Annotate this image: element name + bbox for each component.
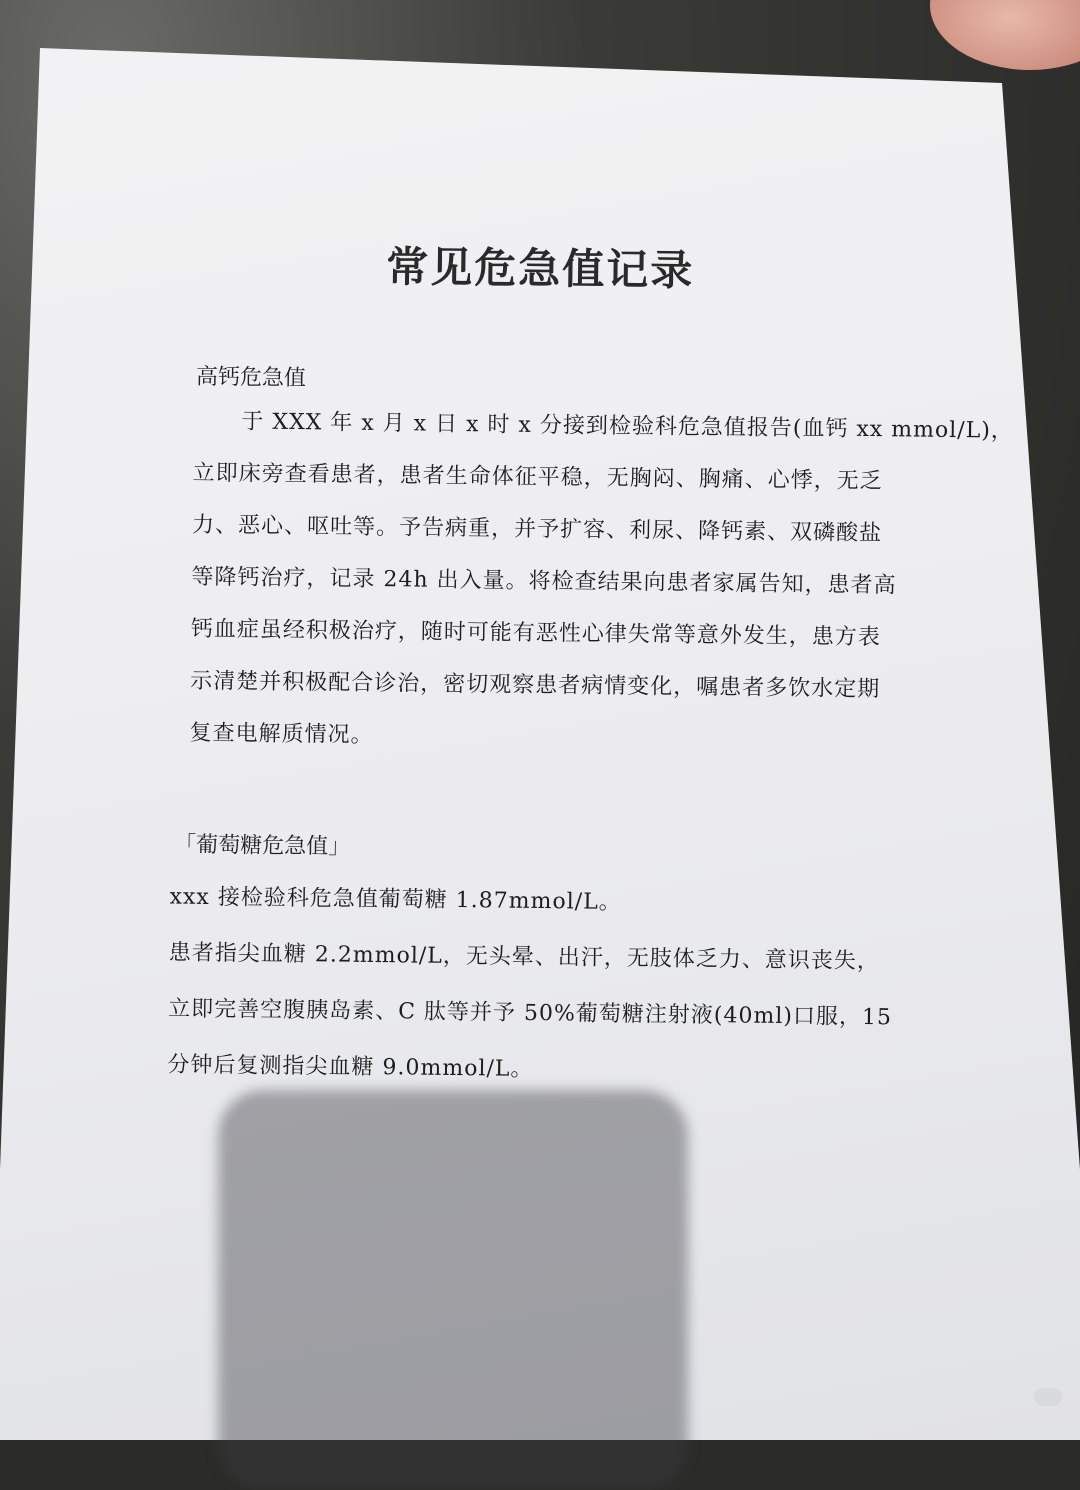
corner-watermark	[1034, 1388, 1062, 1406]
paragraph-line: 于 XXX 年 x 月 x 日 x 时 x 分接到检验科危急值报告(血钙 xx mmol/L)，	[241, 409, 1015, 444]
paragraph-line: 立即完善空腹胰岛素、C 肽等并予 50%葡萄糖注射液(40ml)口服，15	[168, 996, 893, 1031]
paragraph-line: 分钟后复测指尖血糖 9.0mmol/L。	[167, 1052, 534, 1082]
hypercalcemia-paragraph	[189, 396, 1014, 770]
section-heading-glucose: 「葡萄糖危急值」	[174, 832, 351, 860]
paragraph-line: 立即床旁查看患者，患者生命体征平稳，无胸闷、胸痛、心悸，无乏	[192, 460, 883, 495]
paragraph-line: 力、恶心、呕吐等。予告病重，并予扩容、利尿、降钙素、双磷酸盐	[191, 512, 883, 547]
document-title: 常见危急值记录	[385, 242, 695, 295]
phone-shadow	[218, 1090, 688, 1490]
glucose-paragraph	[167, 869, 893, 1102]
paragraph-line: 患者指尖血糖 2.2mmol/L，无头晕、出汗，无肢体乏力、意识丧失，	[168, 940, 880, 975]
paragraph-line: 等降钙治疗，记录 24h 出入量。将检查结果向患者家属告知，患者高	[191, 564, 897, 599]
paragraph-line: 复查电解质情况。	[189, 720, 374, 748]
section-heading-hypercalcemia: 高钙危急值	[195, 364, 307, 392]
paragraph-line: 钙血症虽经积极治疗，随时可能有恶性心律失常等意外发生，患方表	[190, 616, 881, 651]
paragraph-line: xxx 接检验科危急值葡萄糖 1.87mmol/L。	[169, 884, 622, 916]
paragraph-line: 示清楚并积极配合诊治，密切观察患者病情变化，嘱患者多饮水定期	[190, 668, 881, 703]
